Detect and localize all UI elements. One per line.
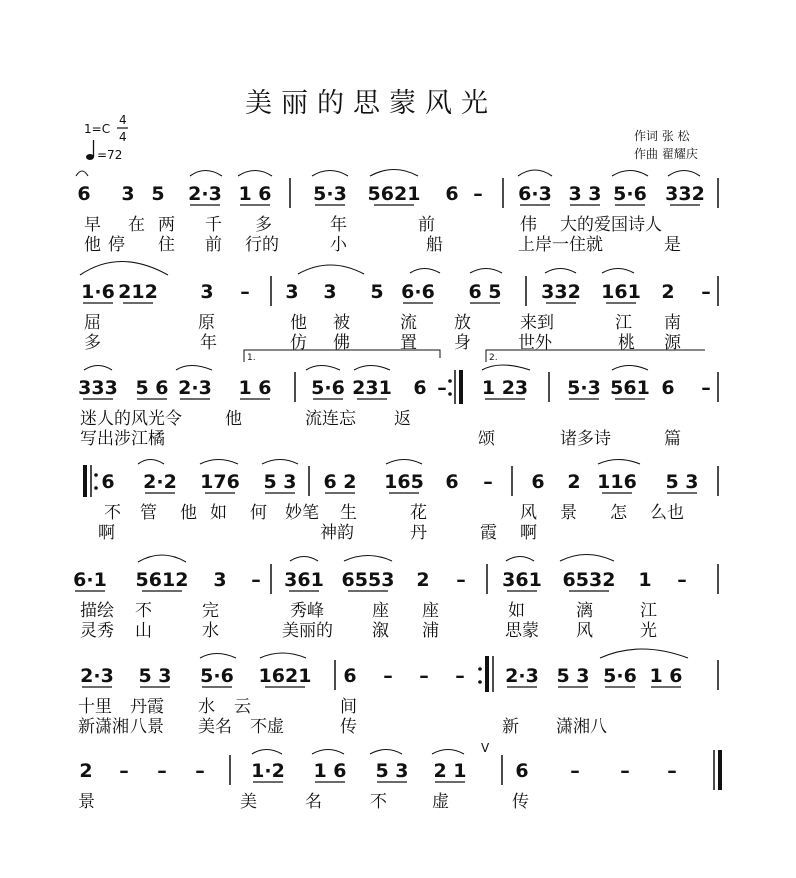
note-group: 6 bbox=[343, 665, 357, 687]
note-group: 5612 bbox=[135, 569, 189, 591]
note-group: 5·6 bbox=[613, 183, 647, 205]
lyric-verse-2: 船 bbox=[426, 235, 443, 255]
lyric-verse-2: 住 bbox=[158, 235, 175, 255]
note-group: – bbox=[195, 760, 205, 782]
note-group: 2·2 bbox=[143, 471, 177, 493]
note-group: 5 3 bbox=[263, 471, 297, 493]
note-group: 5·3 bbox=[567, 377, 601, 399]
note-group: 165 bbox=[384, 471, 424, 493]
lyric-verse-1: 早 bbox=[84, 215, 101, 235]
lyric-verse-1: 云 bbox=[234, 697, 251, 717]
lyric-verse-1: 千 bbox=[205, 215, 222, 235]
note-group: 3 bbox=[121, 183, 135, 205]
note-group: 333 bbox=[78, 377, 118, 399]
lyric-verse-2: 风 bbox=[576, 621, 593, 641]
note-group: 6 bbox=[445, 471, 459, 493]
lyric-verse-1: 他 bbox=[225, 409, 242, 429]
lyric-verse-1: 虚 bbox=[432, 792, 449, 812]
note-group: 1 bbox=[638, 569, 652, 591]
lyric-verse-1: 流连忘 bbox=[305, 409, 356, 429]
lyric-verse-1: 被 bbox=[333, 313, 350, 333]
lyric-verse-2: 浦 bbox=[422, 621, 439, 641]
lyric-verse-2: 多 bbox=[84, 333, 101, 353]
note-group: – bbox=[677, 569, 687, 591]
note-group: – bbox=[437, 377, 447, 399]
lyric-verse-1: 名 bbox=[305, 792, 322, 812]
lyric-verse-1: 江 bbox=[615, 313, 632, 333]
lyrics-layer bbox=[78, 214, 684, 812]
lyric-verse-2: 他 bbox=[84, 235, 101, 255]
volta-label-first: 1. bbox=[247, 353, 256, 363]
lyric-verse-2: 源 bbox=[664, 333, 681, 353]
lyric-verse-2: 行的 bbox=[245, 235, 279, 255]
note-group: 3 3 bbox=[568, 183, 602, 205]
lyric-verse-2: 美丽的 bbox=[282, 621, 333, 641]
note-group: – bbox=[483, 471, 493, 493]
note-group: 1 23 bbox=[481, 377, 529, 399]
note-group: 212 bbox=[118, 281, 158, 303]
lyric-verse-1: 流 bbox=[400, 313, 417, 333]
lyric-verse-2: 上岸一住就 bbox=[518, 235, 603, 255]
note-group: 2 bbox=[416, 569, 430, 591]
lyric-verse-1: 座 bbox=[422, 601, 439, 621]
note-group: – bbox=[455, 665, 465, 687]
lyric-verse-1: 来到 bbox=[520, 313, 554, 333]
lyric-verse-1: 漓 bbox=[576, 601, 593, 621]
lyric-verse-1: 管 bbox=[140, 503, 157, 523]
note-group: 5 3 bbox=[665, 471, 699, 493]
lyric-verse-1: 描绘 bbox=[80, 601, 114, 621]
lyric-verse-1: 伟 bbox=[520, 215, 537, 235]
note-group: 5·6 bbox=[311, 377, 345, 399]
lyric-verse-2: 小 bbox=[330, 235, 347, 255]
note-group: 332 bbox=[665, 183, 705, 205]
note-group: 2·3 bbox=[505, 665, 539, 687]
lyric-verse-1: 迷人的风光令 bbox=[80, 409, 182, 429]
lyric-verse-2: 八景 bbox=[130, 717, 164, 737]
note-group: 6·3 bbox=[518, 183, 552, 205]
note-group: 2·3 bbox=[178, 377, 212, 399]
lyric-verse-1: 怎 bbox=[610, 503, 627, 523]
note-group: – bbox=[419, 665, 429, 687]
lyric-verse-2: 是 bbox=[664, 235, 681, 255]
lyric-verse-2: 置 bbox=[400, 333, 417, 353]
lyric-verse-1: 他 bbox=[180, 503, 197, 523]
lyric-verse-1: 传 bbox=[512, 792, 529, 812]
note-group: 161 bbox=[601, 281, 641, 303]
lyric-verse-2: 美名 bbox=[198, 717, 232, 737]
note-group: 6 bbox=[445, 183, 459, 205]
lyric-verse-2: 光 bbox=[640, 621, 657, 641]
note-group: 1·2 bbox=[251, 760, 285, 782]
lyric-verse-2: 山 bbox=[135, 621, 152, 641]
lyric-verse-1: 江 bbox=[640, 601, 657, 621]
lyric-verse-2: 桃 bbox=[618, 333, 635, 353]
lyric-verse-1: 十里 bbox=[78, 697, 112, 717]
lyric-verse-2: 佛 bbox=[333, 333, 350, 353]
note-group: 6 bbox=[515, 760, 529, 782]
note-group: – bbox=[701, 281, 711, 303]
lyric-verse-1: 屈 bbox=[84, 313, 101, 333]
lyric-verse-1: 两 bbox=[158, 215, 175, 235]
lyric-verse-1: 间 bbox=[340, 697, 357, 717]
lyric-verse-2: 不虚 bbox=[250, 717, 284, 737]
lyric-verse-1: 他 bbox=[290, 313, 307, 333]
note-group: 2 bbox=[567, 471, 581, 493]
lyric-verse-1: 不 bbox=[135, 601, 152, 621]
note-group: 6·1 bbox=[73, 569, 107, 591]
lyric-verse-1: 么也 bbox=[650, 503, 684, 523]
lyric-verse-1: 南 bbox=[664, 313, 681, 333]
note-group: 332 bbox=[541, 281, 581, 303]
note-group: – bbox=[157, 760, 167, 782]
note-group: 1 6 bbox=[238, 183, 272, 205]
note-group: 5 3 bbox=[556, 665, 590, 687]
note-group: 2·3 bbox=[188, 183, 222, 205]
lyric-verse-2: 世外 bbox=[518, 333, 552, 353]
lyric-verse-1: 景 bbox=[560, 503, 577, 523]
lyric-verse-1: 妙笔 bbox=[285, 503, 319, 523]
note-group: – bbox=[240, 281, 250, 303]
note-group: – bbox=[667, 760, 677, 782]
lyric-verse-1: 如 bbox=[210, 503, 227, 523]
note-group: 1 6 bbox=[238, 377, 272, 399]
note-group: 5·6 bbox=[200, 665, 234, 687]
notation-layer bbox=[73, 183, 711, 782]
note-group: – bbox=[701, 377, 711, 399]
note-group: 6 2 bbox=[323, 471, 357, 493]
lyric-verse-1: 不 bbox=[370, 792, 387, 812]
lyric-verse-2: 停 bbox=[108, 235, 125, 255]
note-group: – bbox=[570, 760, 580, 782]
note-group: 6 bbox=[101, 471, 115, 493]
lyric-verse-2: 新 bbox=[502, 717, 519, 737]
note-group: 2 bbox=[661, 281, 675, 303]
lyric-verse-2: 新潇湘 bbox=[78, 717, 129, 737]
lyric-verse-1: 花 bbox=[410, 503, 427, 523]
key-signature: 1=C bbox=[84, 122, 111, 136]
lyric-verse-2: 水 bbox=[202, 621, 219, 641]
note-group: 5621 bbox=[367, 183, 421, 205]
lyric-verse-2: 前 bbox=[205, 235, 222, 255]
note-group: 5·3 bbox=[313, 183, 347, 205]
lyric-verse-1: 放 bbox=[454, 313, 471, 333]
quarter-note-icon bbox=[86, 140, 94, 160]
lyric-verse-2: 仿 bbox=[290, 333, 307, 353]
lyric-verse-1: 多 bbox=[255, 215, 272, 235]
lyric-verse-2: 年 bbox=[200, 333, 217, 353]
note-group: 5 3 bbox=[138, 665, 172, 687]
lyric-verse-2: 神韵 bbox=[320, 523, 354, 543]
time-sig-bottom: 4 bbox=[119, 130, 127, 144]
note-group: 3 bbox=[200, 281, 214, 303]
lyric-verse-1: 水 bbox=[198, 697, 215, 717]
note-group: – bbox=[456, 569, 466, 591]
note-group: 6 bbox=[661, 377, 675, 399]
note-group: – bbox=[251, 569, 261, 591]
lyric-verse-2: 溆 bbox=[372, 621, 389, 641]
note-group: 5 bbox=[370, 281, 384, 303]
lyric-verse-2: 啊 bbox=[98, 523, 115, 543]
lyric-verse-1: 不 bbox=[104, 503, 121, 523]
note-group: 6 bbox=[531, 471, 545, 493]
note-group: 6 bbox=[413, 377, 427, 399]
lyric-verse-2: 诸多诗 bbox=[560, 429, 611, 449]
lyric-verse-1: 返 bbox=[394, 409, 411, 429]
tempo-marking: =72 bbox=[97, 148, 123, 162]
lyric-verse-1: 美 bbox=[240, 792, 257, 812]
lyric-verse-1: 如 bbox=[508, 601, 525, 621]
note-group: 231 bbox=[352, 377, 392, 399]
note-group: 1 6 bbox=[649, 665, 683, 687]
lyric-verse-1: 丹霞 bbox=[130, 697, 164, 717]
lyric-verse-1: 在 bbox=[128, 215, 145, 235]
note-group: 6 5 bbox=[468, 281, 502, 303]
note-group: 5 3 bbox=[375, 760, 409, 782]
lyric-verse-2: 思蒙 bbox=[505, 621, 539, 641]
lyric-verse-2: 啊 bbox=[520, 523, 537, 543]
note-group: 1·6 bbox=[81, 281, 115, 303]
note-group: 361 bbox=[502, 569, 542, 591]
lyric-verse-1: 座 bbox=[372, 601, 389, 621]
note-group: 6 bbox=[77, 183, 91, 205]
lyric-verse-1: 大的爱国诗人 bbox=[560, 215, 662, 235]
note-group: 3 bbox=[213, 569, 227, 591]
note-group: 1 6 bbox=[313, 760, 347, 782]
note-group: 3 bbox=[285, 281, 299, 303]
note-group: – bbox=[383, 665, 393, 687]
lyric-verse-2: 篇 bbox=[664, 429, 681, 449]
note-group: – bbox=[119, 760, 129, 782]
note-group: 6·6 bbox=[401, 281, 435, 303]
note-group: 6553 bbox=[341, 569, 395, 591]
lyric-verse-2: 霞 bbox=[480, 523, 497, 543]
note-group: 116 bbox=[597, 471, 637, 493]
lyric-verse-2: 潇湘八 bbox=[556, 717, 607, 737]
composer-credit: 作曲 翟耀庆 bbox=[634, 147, 698, 161]
breath-mark: V bbox=[481, 741, 490, 755]
note-group: 3 bbox=[323, 281, 337, 303]
lyric-verse-1: 前 bbox=[418, 215, 435, 235]
note-group: 2·3 bbox=[80, 665, 114, 687]
lyric-verse-2: 颂 bbox=[478, 429, 495, 449]
note-group: 361 bbox=[284, 569, 324, 591]
volta-label-second: 2. bbox=[489, 353, 498, 363]
note-group: 6532 bbox=[562, 569, 616, 591]
lyric-verse-2: 传 bbox=[340, 717, 357, 737]
note-group: 561 bbox=[610, 377, 650, 399]
lyric-verse-1: 景 bbox=[78, 792, 95, 812]
note-group: – bbox=[473, 183, 483, 205]
lyric-verse-2: 写出涉江橘 bbox=[80, 429, 165, 449]
note-group: 5 6 bbox=[135, 377, 169, 399]
lyric-verse-2: 身 bbox=[454, 333, 471, 353]
note-group: 1621 bbox=[258, 665, 312, 687]
lyric-verse-1: 年 bbox=[330, 215, 347, 235]
note-group: 5 bbox=[151, 183, 165, 205]
note-group: 2 bbox=[79, 760, 93, 782]
note-group: 176 bbox=[200, 471, 240, 493]
lyric-verse-2: 丹 bbox=[410, 523, 427, 543]
lyric-verse-1: 原 bbox=[198, 313, 215, 333]
lyric-verse-2: 灵秀 bbox=[80, 621, 114, 641]
lyric-verse-1: 秀峰 bbox=[290, 601, 324, 621]
song-title: 美丽的思蒙风光 bbox=[245, 88, 497, 119]
note-group: 2 1 bbox=[433, 760, 467, 782]
lyricist-credit: 作词 张 松 bbox=[634, 129, 690, 143]
lyric-verse-1: 何 bbox=[250, 503, 267, 523]
lyric-verse-1: 生 bbox=[340, 503, 357, 523]
time-sig-top: 4 bbox=[119, 113, 127, 127]
note-group: 5·6 bbox=[603, 665, 637, 687]
note-group: – bbox=[620, 760, 630, 782]
lyric-verse-1: 完 bbox=[202, 601, 219, 621]
lyric-verse-1: 风 bbox=[520, 503, 537, 523]
